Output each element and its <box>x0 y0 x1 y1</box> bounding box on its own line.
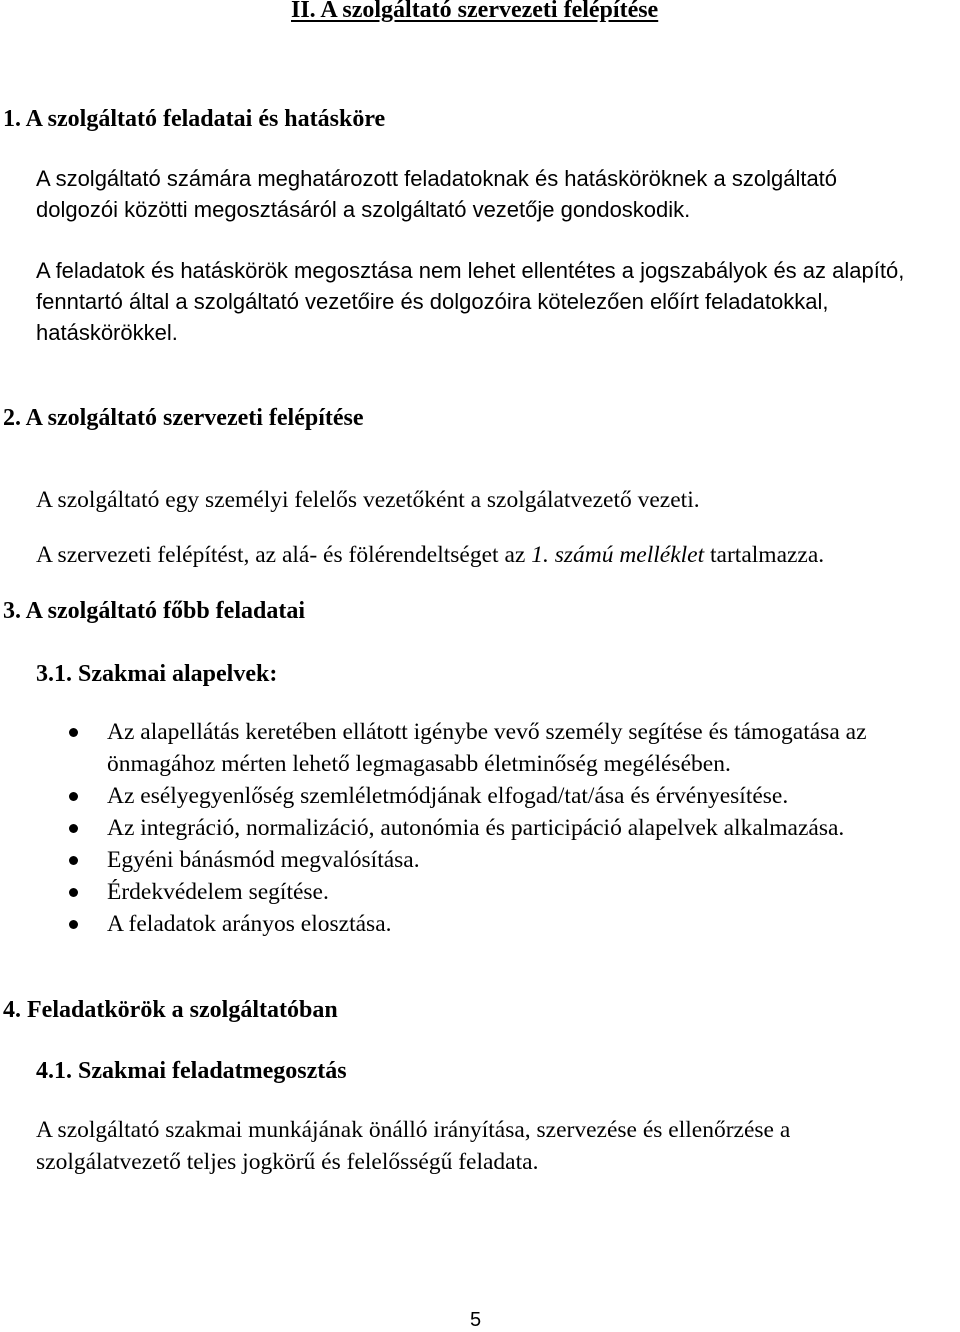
section-2-paragraph-2 <box>36 539 824 572</box>
bullet-icon <box>69 728 78 737</box>
section-3-1-heading: 3.1. Szakmai alapelvek: <box>36 661 278 687</box>
section-1-paragraph-1 <box>36 163 837 225</box>
section-2-heading: 2. A szolgáltató szervezeti felépítése <box>3 405 364 431</box>
text-line: Érdekvédelem segítése. <box>107 879 329 905</box>
section-1-paragraph-2 <box>36 255 904 348</box>
principle-item <box>0 908 867 940</box>
principle-item <box>0 780 867 812</box>
section-4-paragraph-1 <box>36 1114 790 1178</box>
text-line: Az alapellátás keretében ellátott igénybe vevő személy segítése és támogatása az <box>107 719 867 745</box>
text-line: Az integráció, normalizáció, autonómia és participáció alapelvek alkalmazása. <box>107 815 845 841</box>
annex-reference: 1. számú melléklet <box>531 542 705 568</box>
text-line: önmagához mérten lehető legmagasabb életminőség megélésében. <box>107 751 731 777</box>
page-title: II. A szolgáltató szervezeti felépítése <box>291 0 659 23</box>
text-run: A szervezeti felépítést, az alá- és fölérendeltséget az <box>36 542 532 568</box>
principle-item <box>0 716 867 780</box>
bullet-icon <box>69 856 78 865</box>
section-1-heading: 1. A szolgáltató feladatai és hatásköre <box>3 106 386 132</box>
section-3-heading: 3. A szolgáltató főbb feladatai <box>3 598 306 624</box>
principle-item <box>0 876 867 908</box>
bullet-icon <box>69 792 78 801</box>
text-line: dolgozói közötti megosztásáról a szolgáltató vezetője gondoskodik. <box>36 197 691 222</box>
principle-item <box>0 844 867 876</box>
bullet-icon <box>69 920 78 929</box>
text-line: A szolgáltató számára meghatározott feladatoknak és hatásköröknek a szolgáltató <box>36 166 838 191</box>
text-line: fenntartó által a szolgáltató vezetőire és dolgozóira kötelezően előírt feladatokkal, <box>36 289 829 314</box>
text-line: A feladatok arányos elosztása. <box>107 911 392 937</box>
principle-item <box>0 812 867 844</box>
page-number: 5 <box>470 1309 482 1331</box>
text-line: hatáskörökkel. <box>36 320 178 345</box>
section-2-paragraph-1: A szolgáltató egy személyi felelős vezetőként a szolgálatvezető vezeti. <box>36 487 700 513</box>
principles-list <box>0 716 867 940</box>
text-line: Az esélyegyenlőség szemléletmódjának elfogad/tat/ása és érvényesítése. <box>107 783 789 809</box>
bullet-icon <box>69 824 78 833</box>
bullet-icon <box>69 888 78 897</box>
section-4-1-heading: 4.1. Szakmai feladatmegosztás <box>36 1058 347 1084</box>
section-4-heading: 4. Feladatkörök a szolgáltatóban <box>3 997 338 1023</box>
text-line: Egyéni bánásmód megvalósítása. <box>107 847 420 873</box>
text-line: szolgálatvezető teljes jogkörű és felelősségű feladata. <box>36 1149 539 1175</box>
text-line: A feladatok és hatáskörök megosztása nem lehet ellentétes a jogszabályok és az alapító, <box>36 258 905 283</box>
text-line: A szolgáltató szakmai munkájának önálló irányítása, szervezése és ellenőrzése a <box>36 1117 791 1143</box>
text-run: tartalmazza. <box>704 542 825 568</box>
